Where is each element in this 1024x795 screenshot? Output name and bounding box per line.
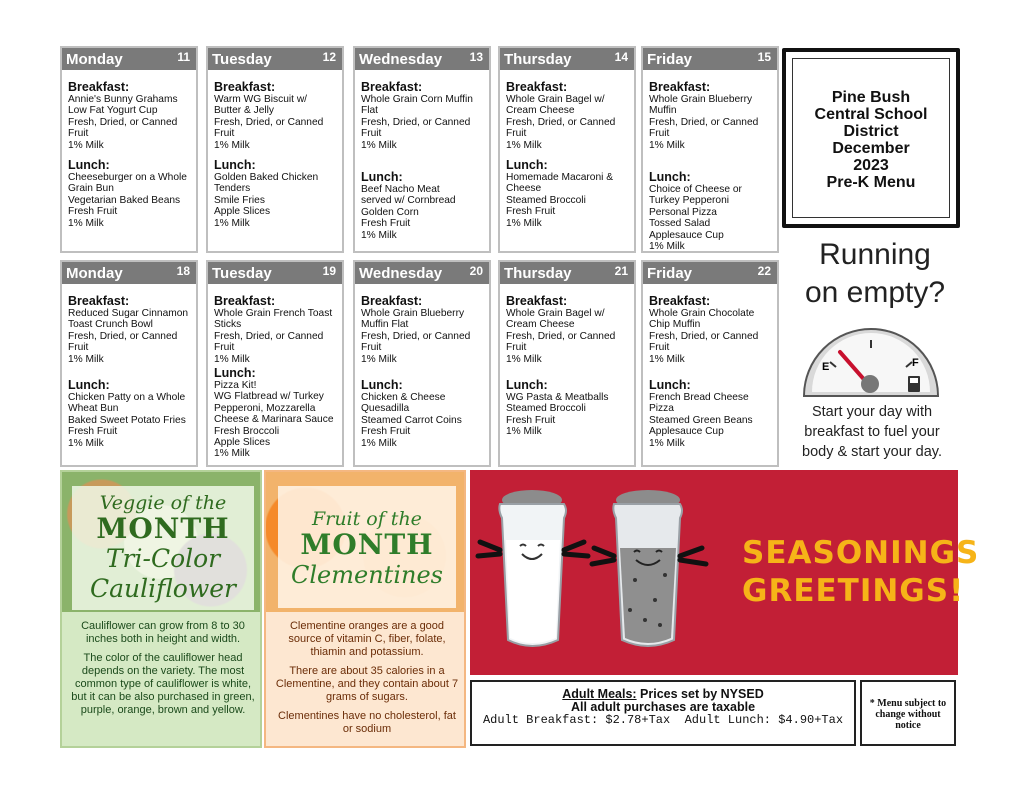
breakfast-items: Annie's Bunny Grahams Low Fat Yogurt Cup Fresh, Dried, or Canned Fruit 1% Milk <box>68 94 178 151</box>
day-header <box>355 262 489 284</box>
day-header <box>500 262 634 284</box>
fruit-of-the-month <box>264 470 466 748</box>
lunch-label: Lunch: <box>506 378 548 393</box>
day-date: 22 <box>757 264 771 278</box>
breakfast-label: Breakfast: <box>506 294 568 308</box>
day-name: Thursday <box>504 51 572 68</box>
day-card <box>206 46 344 253</box>
breakfast-label: Breakfast: <box>214 294 276 308</box>
fruit-name: Clementines <box>291 561 443 589</box>
day-card <box>641 46 779 253</box>
day-header <box>355 48 489 70</box>
year-line: 2023 <box>853 157 889 174</box>
district-line: Central School <box>814 106 928 123</box>
day-card <box>498 260 636 467</box>
lunch-items: Choice of Cheese or Turkey Pepperoni Personal Pizza Tossed Salad Applesauce Cup 1% Milk <box>649 184 742 253</box>
breakfast-label: Breakfast: <box>361 294 423 308</box>
menu-title-box <box>782 48 960 228</box>
menu-type-line: Pre-K Menu <box>826 174 916 191</box>
day-card <box>60 46 198 253</box>
day-header <box>500 48 634 70</box>
lunch-label: Lunch: <box>649 170 691 185</box>
fruit-title-panel <box>278 486 456 608</box>
heading-line: Running <box>819 238 931 271</box>
fruit-fact: Clementine oranges are a good source of vitamin C, fiber, folate, thiamin and potassium. <box>288 620 446 658</box>
day-date: 12 <box>322 50 336 64</box>
day-date: 11 <box>177 50 190 64</box>
day-name: Wednesday <box>359 265 443 282</box>
veggie-fact: Cauliflower can grow from 8 to 30 inches both in height and width. <box>81 620 245 645</box>
day-name: Friday <box>647 51 693 68</box>
gauge-full-label: F <box>912 357 919 369</box>
lunch-label: Lunch: <box>649 378 691 393</box>
day-card <box>353 260 491 467</box>
breakfast-label: Breakfast: <box>361 80 423 94</box>
adult-lunch-price: Adult Lunch: $4.90+Tax <box>684 713 844 727</box>
gauge-empty-label: E <box>822 361 830 373</box>
day-name: Monday <box>66 51 123 68</box>
lunch-items: Golden Baked Chicken Tenders Smile Fries Apple Slices 1% Milk <box>214 172 319 229</box>
day-date: 18 <box>176 264 190 278</box>
day-name: Monday <box>66 265 123 282</box>
adult-taxable-note: All adult purchases are taxable <box>570 700 756 714</box>
greeting-line: GREETINGS! <box>742 573 965 609</box>
district-line: District <box>843 123 899 140</box>
lunch-items: Cheeseburger on a Whole Grain Bun Vegetarian Baked Beans Fresh Fruit 1% Milk <box>68 172 187 229</box>
lunch-label: Lunch: <box>361 378 403 393</box>
lunch-items: Pizza Kit! WG Flatbread w/ Turkey Pepperoni, Mozzarella Cheese & Marinara Sauce Fresh Broccoli Apple Slices 1% Milk <box>214 380 334 460</box>
day-card <box>641 260 779 467</box>
day-date: 13 <box>469 50 483 64</box>
breakfast-label: Breakfast: <box>649 294 711 308</box>
month-line: December <box>832 140 910 157</box>
salt-and-pepper-shakers-icon <box>470 470 740 675</box>
seasonings-greetings-text <box>742 534 980 610</box>
lunch-items: Chicken Patty on a Whole Wheat Bun Baked Sweet Potato Fries Fresh Fruit 1% Milk <box>68 392 186 449</box>
breakfast-items: Whole Grain Blueberry Muffin Flat Fresh, Dried, or Canned Fruit 1% Milk <box>361 308 471 365</box>
fruit-fact: Clementines have no cholesterol, fat or sodium <box>278 710 456 735</box>
day-date: 20 <box>469 264 483 278</box>
day-name: Tuesday <box>212 51 272 68</box>
day-date: 14 <box>614 50 628 64</box>
lunch-items: Beef Nacho Meat served w/ Cornbread Golden Corn Fresh Fruit 1% Milk <box>361 184 456 241</box>
lunch-label: Lunch: <box>361 170 403 185</box>
breakfast-tip: Start your day with breakfast to fuel your body & start your day. <box>802 404 942 460</box>
day-header <box>62 48 196 70</box>
day-header <box>643 262 777 284</box>
adult-meals-prices-note: Prices set by NYSED <box>636 687 764 701</box>
adult-breakfast-price: Adult Breakfast: $2.78+Tax <box>482 713 671 727</box>
adult-meals-label: Adult Meals: <box>562 687 637 701</box>
veggie-name: Cauliflower <box>90 574 236 603</box>
day-date: 15 <box>757 50 771 64</box>
veggie-title-panel <box>72 486 254 610</box>
breakfast-items: Whole Grain Bagel w/ Cream Cheese Fresh, Dried, or Canned Fruit 1% Milk <box>506 94 616 151</box>
breakfast-items: Whole Grain Corn Muffin Flat Fresh, Dried, or Canned Fruit 1% Milk <box>361 94 473 151</box>
day-header <box>643 48 777 70</box>
veggie-month-word: MONTH <box>96 512 230 545</box>
fruit-fact: There are about 35 calories in a Clementine, and they contain about 7 grams of sugars. <box>275 665 459 703</box>
seasonings-greetings-banner <box>470 470 980 675</box>
lunch-items: WG Pasta & Meatballs Steamed Broccoli Fresh Fruit 1% Milk <box>506 392 609 438</box>
veggie-fact: The color of the cauliflower head depends on the variety. The most common type of cauliflower is white, but it can be also purchased in green, purple, orange, brown and yellow. <box>71 652 255 716</box>
breakfast-label: Breakfast: <box>649 80 711 94</box>
lunch-label: Lunch: <box>68 378 110 393</box>
veggie-name: Tri-Color <box>105 544 221 573</box>
breakfast-label: Breakfast: <box>68 294 130 308</box>
day-name: Friday <box>647 265 693 282</box>
breakfast-label: Breakfast: <box>68 80 130 94</box>
lunch-label: Lunch: <box>214 158 256 173</box>
day-header <box>208 262 342 284</box>
day-name: Wednesday <box>359 51 443 68</box>
breakfast-items: Reduced Sugar Cinnamon Toast Crunch Bowl Fresh, Dried, or Canned Fruit 1% Milk <box>68 308 189 365</box>
lunch-label: Lunch: <box>506 158 548 173</box>
heading-line: on empty? <box>804 276 946 309</box>
lunch-items: French Bread Cheese Pizza Steamed Green Beans Applesauce Cup 1% Milk <box>649 392 753 449</box>
breakfast-items: Warm WG Biscuit w/ Butter & Jelly Fresh, Dried, or Canned Fruit 1% Milk <box>214 94 324 151</box>
lunch-items: Chicken & Cheese Quesadilla Steamed Carrot Coins Fresh Fruit 1% Milk <box>361 392 462 449</box>
breakfast-label: Breakfast: <box>214 80 276 94</box>
day-date: 21 <box>614 264 628 278</box>
lunch-label: Lunch: <box>68 158 110 173</box>
day-date: 19 <box>322 264 336 278</box>
adult-meals-box <box>470 680 856 746</box>
breakfast-items: Whole Grain Chocolate Chip Muffin Fresh, Dried, or Canned Fruit 1% Milk <box>649 308 759 365</box>
day-card <box>498 46 636 253</box>
running-on-empty-heading <box>790 236 960 312</box>
breakfast-label: Breakfast: <box>506 80 568 94</box>
veggie-heading: Veggie of the <box>99 492 227 514</box>
lunch-label: Lunch: <box>214 366 256 381</box>
day-card <box>206 260 344 467</box>
fruit-month-word: MONTH <box>300 528 434 561</box>
day-header <box>62 262 196 284</box>
district-line: Pine Bush <box>831 89 911 106</box>
breakfast-items: Whole Grain French Toast Sticks Fresh, Dried, or Canned Fruit 1% Milk <box>214 308 333 365</box>
breakfast-items: Whole Grain Bagel w/ Cream Cheese Fresh, Dried, or Canned Fruit 1% Milk <box>506 308 616 365</box>
day-card <box>60 260 198 467</box>
greeting-line: SEASONINGS <box>742 535 980 571</box>
fruit-heading: Fruit of the <box>312 508 422 530</box>
breakfast-items: Whole Grain Blueberry Muffin Fresh, Dried, or Canned Fruit 1% Milk <box>649 94 759 151</box>
day-name: Thursday <box>504 265 572 282</box>
veggie-of-the-month <box>60 470 262 748</box>
fuel-gauge-icon <box>800 322 942 400</box>
day-header <box>208 48 342 70</box>
day-card <box>353 46 491 253</box>
lunch-items: Homemade Macaroni & Cheese Steamed Broccoli Fresh Fruit 1% Milk <box>506 172 614 229</box>
menu-change-note: * Menu subject to change without notice <box>860 680 956 746</box>
day-name: Tuesday <box>212 265 272 282</box>
